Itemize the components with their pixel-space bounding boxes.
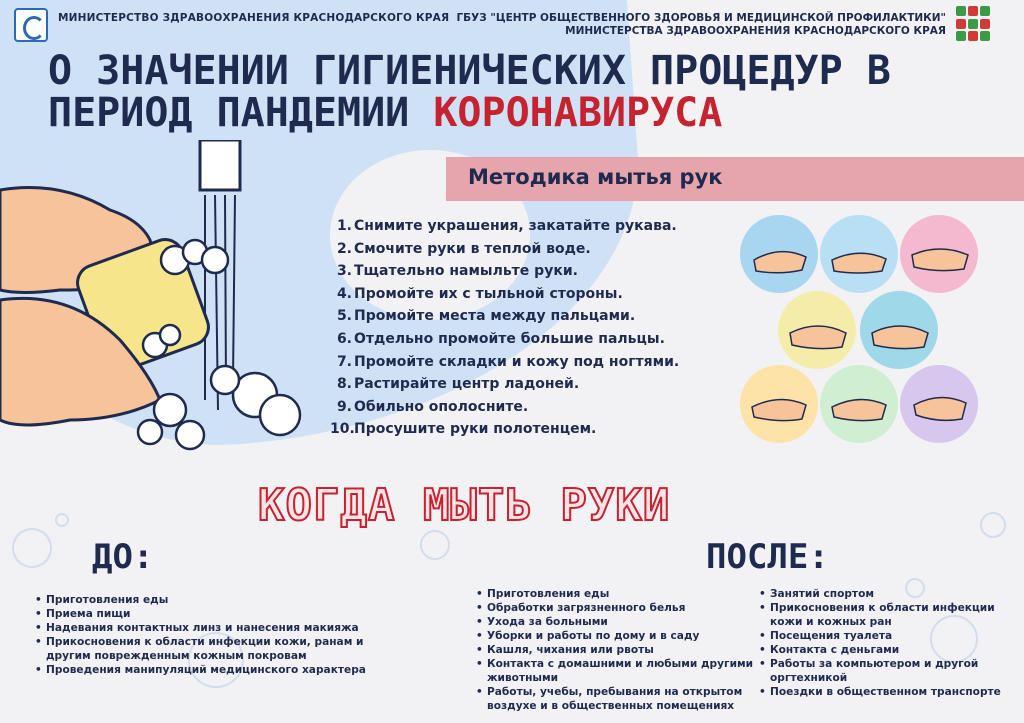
health-center-line1: ГБУЗ "ЦЕНТР ОБЩЕСТВЕННОГО ЗДОРОВЬЯ И МЕДИЦИНСКОЙ ПРОФИЛАКТИКИ" <box>456 12 946 24</box>
list-item: • Приготовления еды <box>34 593 374 607</box>
list-item: • Занятий спортом <box>758 587 1008 601</box>
list-item: • Проведения манипуляций медицинского характера <box>34 663 374 677</box>
step-item: 3. Тщательно намыльте руки. <box>336 263 578 280</box>
hand-washing-illustration <box>0 140 320 470</box>
step-item: 10. Просушите руки полотенцем. <box>330 421 597 438</box>
after-list-col1 <box>475 587 760 713</box>
health-center-name <box>456 12 946 38</box>
before-list <box>34 593 374 677</box>
list-item: • Работы, учебы, пребывания на открытом воздухе и в общественных помещениях <box>475 685 760 713</box>
list-item: • Уборки и работы по дому и в саду <box>475 629 760 643</box>
list-item: • Приема пищи <box>34 607 374 621</box>
list-item: • Работы за компьютером и другой оргтехникой <box>758 657 1008 685</box>
method-steps <box>330 215 679 441</box>
step-item: 9. Обильно ополосните. <box>336 398 529 415</box>
method-title: Методика мытья рук <box>468 165 723 189</box>
bubble-decoration <box>12 528 52 568</box>
step-item: 5. Промойте места между пальцами. <box>336 308 636 325</box>
step-item: 7. Промойте складки и кожу под ногтями. <box>336 353 680 370</box>
when-wash-title: КОГДА МЫТЬ РУКИ <box>258 480 671 531</box>
list-item: • Контакта с домашними и любыми другими животными <box>475 657 760 685</box>
step-illustrations <box>740 215 980 445</box>
bubble-decoration <box>980 512 1006 538</box>
list-item: • Надевания контактных линз и нанесения макияжа <box>34 621 374 635</box>
step-item: 8. Растирайте центр ладоней. <box>336 376 580 393</box>
title-main: О ЗНАЧЕНИИ ГИГИЕНИЧЕСКИХ ПРОЦЕДУР В ПЕРИОД ПАНДЕМИИ <box>48 48 891 136</box>
list-item: • Ухода за больными <box>475 615 760 629</box>
list-item: • Посещения туалета <box>758 629 1008 643</box>
before-title: ДО: <box>92 537 154 577</box>
step-item: 4. Промойте их с тыльной стороны. <box>336 285 623 302</box>
list-item: • Контакта с деньгами <box>758 643 1008 657</box>
ministry-emblem-icon <box>14 8 48 42</box>
list-item: • Обработки загрязненного белья <box>475 601 760 615</box>
step-item: 1. Снимите украшения, закатайте рукава. <box>336 218 677 234</box>
health-center-grid-icon <box>956 6 990 42</box>
after-list-col2 <box>758 587 1008 699</box>
hands-line-art-icon <box>740 215 980 445</box>
ministry-name: МИНИСТЕРСТВО ЗДРАВООХРАНЕНИЯ КРАСНОДАРСКОГО КРАЯ <box>58 12 450 24</box>
list-item: • Прикосновения к области инфекции кожи и кожных ран <box>758 601 1008 629</box>
list-item: • Кашля, чихания или рвоты <box>475 643 760 657</box>
page-title <box>48 50 988 134</box>
list-item: • Поездки в общественном транспорте <box>758 685 1008 699</box>
title-highlight: КОРОНАВИРУСА <box>433 90 723 136</box>
after-title: ПОСЛЕ: <box>706 537 829 577</box>
bubble-decoration <box>55 513 69 527</box>
list-item: • Прикосновения к области инфекции кожи, ранам и другим поврежденным кожным покровам <box>34 635 374 663</box>
step-item: 2. Смочите руки в теплой воде. <box>336 240 591 257</box>
bubble-decoration <box>420 530 450 560</box>
health-center-line2: МИНИСТЕРСТВА ЗДРАВООХРАНЕНИЯ КРАСНОДАРСКОГО КРАЯ <box>565 25 946 37</box>
list-item: • Приготовления еды <box>475 587 760 601</box>
step-item: 6. Отдельно промойте большие пальцы. <box>336 330 665 347</box>
